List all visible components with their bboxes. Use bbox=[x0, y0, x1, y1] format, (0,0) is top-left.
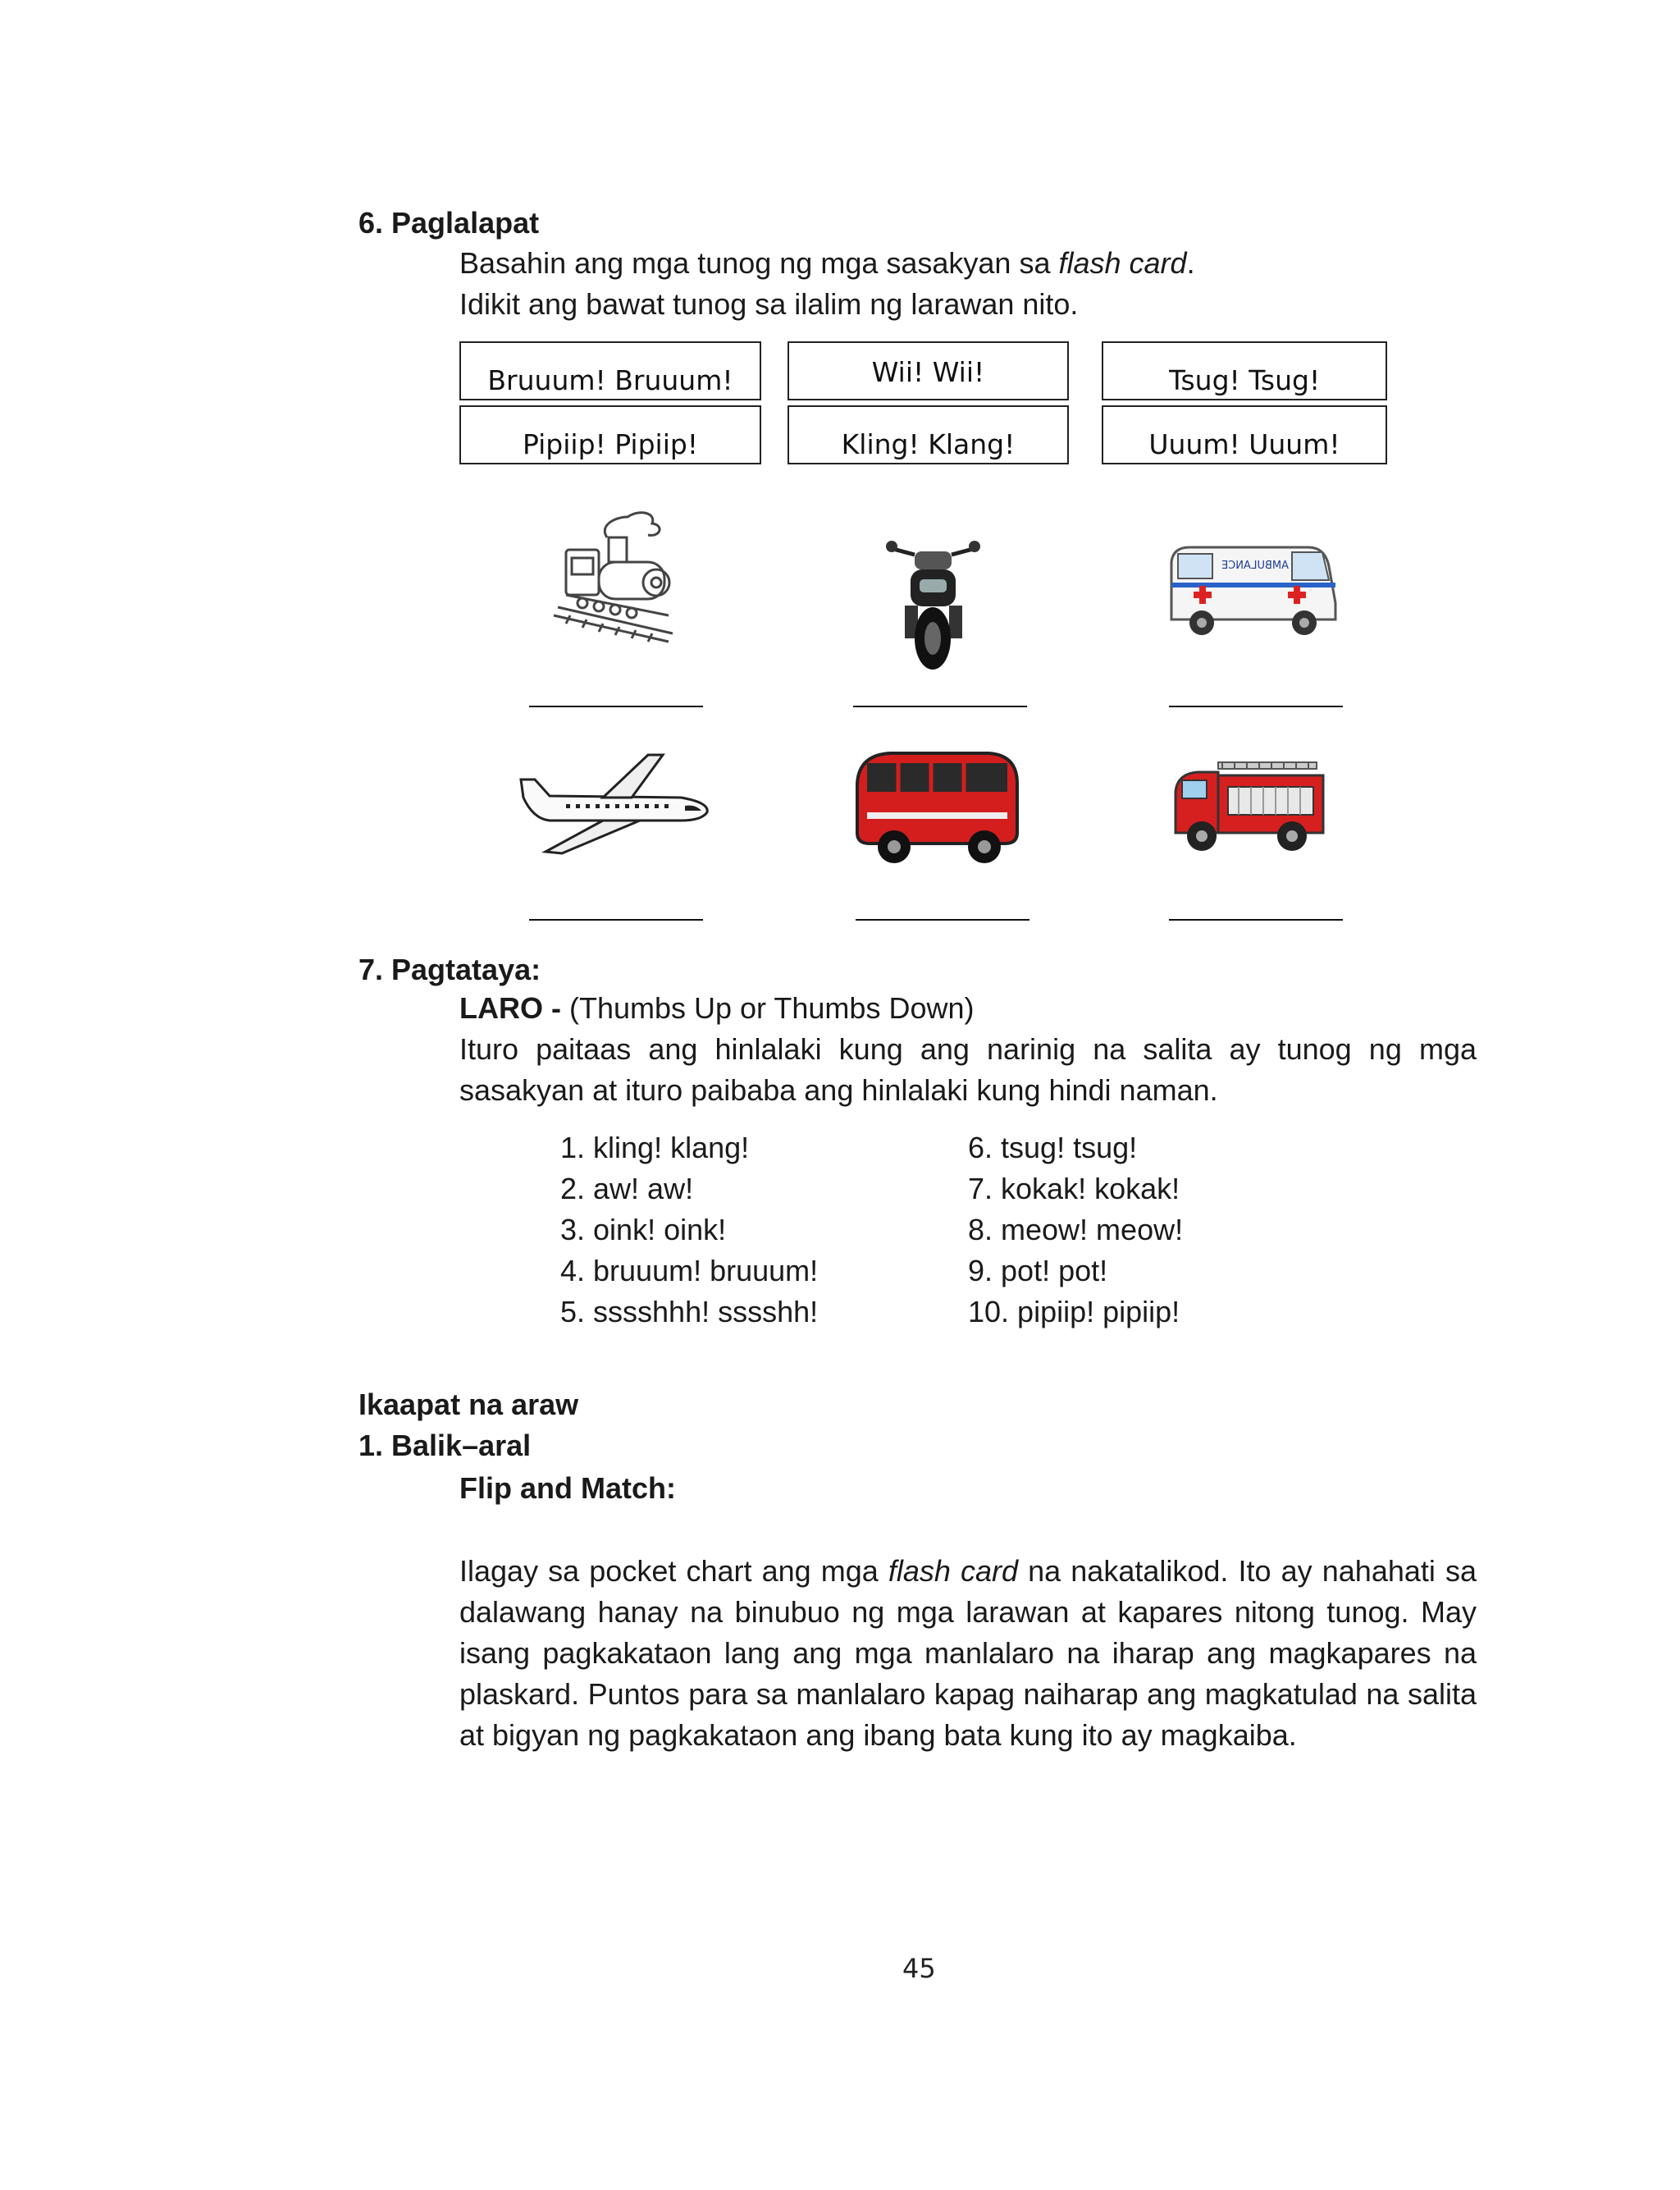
train-icon bbox=[550, 492, 689, 648]
flash-card-label: Bruuum! Bruuum! bbox=[487, 364, 733, 396]
laro-label: LARO - bbox=[459, 991, 569, 1025]
answer-blank-ambulance bbox=[1169, 706, 1343, 707]
motorcycle-icon bbox=[882, 532, 984, 671]
section-6-instruction-1 bbox=[459, 243, 1195, 284]
list-item: 3. oink! oink! bbox=[560, 1213, 727, 1246]
answer-blank-train bbox=[529, 706, 703, 707]
review-heading: 1. Balik–aral bbox=[358, 1429, 532, 1462]
flash-card-label: Kling! Klang! bbox=[841, 428, 1016, 460]
section-6-instruction-2: Idikit ang bawat tunog sa ilalim ng larawan nito. bbox=[459, 287, 1079, 321]
list-item: 10. pipiip! pipiip! bbox=[968, 1295, 1180, 1328]
list-item: 1. kling! klang! bbox=[560, 1131, 750, 1164]
answer-blank-bus bbox=[856, 919, 1029, 921]
answer-blank-motorcycle bbox=[853, 706, 1027, 707]
list-item: 8. meow! meow! bbox=[968, 1213, 1184, 1246]
flash-card-tsug bbox=[1102, 341, 1387, 400]
page-number: 45 bbox=[902, 1953, 936, 1984]
instruction-period: . bbox=[1186, 246, 1195, 280]
laro-subtitle: (Thumbs Up or Thumbs Down) bbox=[568, 991, 975, 1025]
answer-blank-airplane bbox=[529, 919, 703, 921]
list-item: 9. pot! pot! bbox=[968, 1254, 1108, 1287]
paragraph-text-rest: na nakatalikod. Ito ay nahahati sa dalawang hanay na binubuo ng mga larawan at kapares nitong tunog. May isang pagkakataon lang ang mga manlalaro na iharap ang magkapares na plaskard. Puntos para sa manlalaro kapag naiharap ang magkatulad na salita at bigyan ng pagkakataon ang ibang bata kung ito ay magkaiba. bbox=[459, 1554, 1477, 1752]
section-7-heading: 7. Pagtataya: bbox=[358, 953, 541, 986]
flash-card-label: Wii! Wii! bbox=[871, 356, 985, 388]
flash-card-label: Pipiip! Pipiip! bbox=[522, 428, 699, 460]
instruction-text: Basahin ang mga tunog ng mga sasakyan sa bbox=[459, 246, 1059, 280]
flash-card-label: Tsug! Tsug! bbox=[1168, 364, 1321, 396]
ambulance-icon bbox=[1165, 537, 1341, 644]
section-6-heading: 6. Paglalapat bbox=[358, 206, 540, 240]
flash-card-pipiip bbox=[459, 405, 761, 464]
paragraph-text: Ilagay sa pocket chart ang mga bbox=[459, 1554, 888, 1588]
flash-card-uuum bbox=[1102, 405, 1387, 464]
list-item: 2. aw! aw! bbox=[560, 1172, 694, 1205]
flip-match-heading: Flip and Match: bbox=[459, 1471, 676, 1505]
paragraph-italic: flash card bbox=[888, 1554, 1019, 1588]
list-item: 4. bruuum! bruuum! bbox=[560, 1254, 819, 1287]
flash-card-wii bbox=[788, 341, 1069, 400]
section-7-instruction: Ituro paitaas ang hinlalaki kung ang narinig na salita ay tunog ng mga sasakyan at ituro paibaba ang hinlalaki kung hindi naman. bbox=[459, 1032, 1477, 1107]
quiz-list-right bbox=[968, 1127, 1183, 1333]
flash-card-label: Uuum! Uuum! bbox=[1148, 428, 1340, 460]
airplane-icon bbox=[517, 747, 714, 857]
flash-card-kling bbox=[788, 405, 1069, 464]
answer-blank-fire-truck bbox=[1169, 919, 1343, 921]
day-4-heading: Ikaapat na araw bbox=[358, 1388, 579, 1421]
flash-card-bruuum bbox=[459, 341, 761, 400]
list-item: 7. kokak! kokak! bbox=[968, 1172, 1180, 1205]
list-item: 6. tsug! tsug! bbox=[968, 1131, 1138, 1164]
instruction-italic: flash card bbox=[1058, 246, 1187, 280]
laro-line bbox=[459, 988, 974, 1029]
fire-truck-icon bbox=[1169, 751, 1329, 857]
list-item: 5. sssshhh! sssshh! bbox=[560, 1295, 819, 1328]
quiz-list-left bbox=[560, 1127, 818, 1333]
bus-icon bbox=[849, 747, 1025, 866]
flip-match-instructions bbox=[459, 1551, 1477, 1756]
ambulance-label: AMBULANCE bbox=[1221, 560, 1289, 572]
